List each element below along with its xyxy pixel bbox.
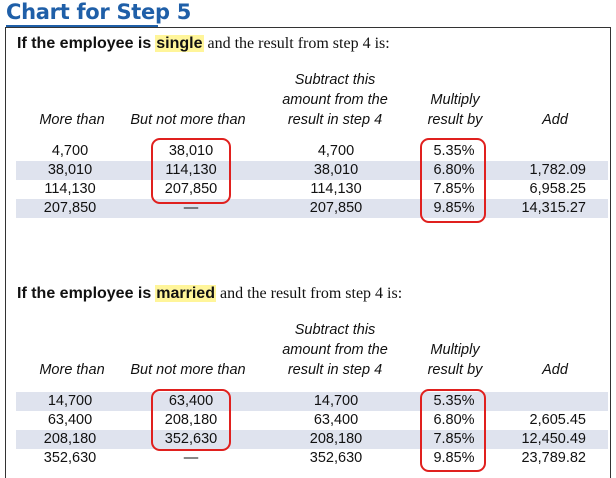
cell-subtract: 63,400 bbox=[313, 412, 359, 428]
cell-but-not-more-than: 352,630 bbox=[164, 431, 218, 447]
chart-title: Chart for Step 5 bbox=[6, 0, 192, 24]
cell-multiply: 5.35% bbox=[433, 143, 475, 159]
married-rate-circle bbox=[420, 389, 486, 472]
cell-multiply: 7.85% bbox=[433, 431, 475, 447]
header-multiply-line2: result by bbox=[427, 362, 483, 378]
cell-more-than: 208,180 bbox=[43, 431, 97, 447]
header-more-than: More than bbox=[39, 362, 105, 378]
cell-multiply: 9.85% bbox=[433, 200, 475, 216]
cell-but-not-more-than: 208,180 bbox=[164, 412, 218, 428]
cell-multiply: 5.35% bbox=[433, 393, 475, 409]
cell-add: 6,958.25 bbox=[529, 181, 586, 197]
header-subtract-line3: result in step 4 bbox=[287, 112, 383, 128]
header-subtract-line3: result in step 4 bbox=[287, 362, 383, 378]
header-but-not-more-than: But not more than bbox=[130, 112, 246, 128]
cell-add: 2,605.45 bbox=[529, 412, 586, 428]
cell-more-than: 114,130 bbox=[44, 181, 96, 197]
cell-more-than: 207,850 bbox=[43, 200, 97, 216]
cell-subtract: 38,010 bbox=[313, 162, 359, 178]
header-subtract-line2: amount from the bbox=[282, 92, 388, 108]
cell-add: 14,315.27 bbox=[521, 200, 586, 216]
cell-multiply: 6.80% bbox=[433, 412, 475, 428]
header-multiply-line1: Multiply bbox=[430, 342, 480, 358]
header-more-than: More than bbox=[39, 112, 105, 128]
cell-subtract: 114,130 bbox=[310, 181, 362, 197]
header-multiply-line1: Multiply bbox=[430, 92, 480, 108]
married-intro-suffix: and the result from step 4 is: bbox=[219, 285, 403, 302]
header-multiply bbox=[415, 340, 495, 380]
cell-more-than: 352,630 bbox=[43, 450, 97, 466]
single-intro bbox=[17, 35, 390, 53]
header-subtract bbox=[270, 320, 400, 380]
cell-add: 23,789.82 bbox=[521, 450, 586, 466]
cell-subtract: 14,700 bbox=[313, 393, 359, 409]
cell-multiply: 7.85% bbox=[433, 181, 475, 197]
single-status: single bbox=[156, 35, 203, 52]
cell-subtract: 352,630 bbox=[309, 450, 363, 466]
cell-subtract: 208,180 bbox=[309, 431, 363, 447]
cell-but-not-more-than: 114,130 bbox=[165, 162, 217, 178]
married-status: married bbox=[156, 285, 215, 302]
cell-subtract: 207,850 bbox=[309, 200, 363, 216]
cell-multiply: 6.80% bbox=[433, 162, 475, 178]
single-intro-suffix: and the result from step 4 is: bbox=[207, 35, 390, 52]
header-add: Add bbox=[542, 112, 568, 128]
cell-more-than: 4,700 bbox=[51, 143, 89, 159]
header-subtract-line2: amount from the bbox=[282, 342, 388, 358]
header-subtract bbox=[270, 70, 400, 130]
single-bracket-circle bbox=[151, 138, 231, 204]
cell-but-not-more-than: 38,010 bbox=[168, 143, 214, 159]
single-rate-circle bbox=[420, 138, 486, 223]
cell-add: 1,782.09 bbox=[529, 162, 586, 178]
cell-add bbox=[488, 142, 586, 161]
header-subtract-line1: Subtract this bbox=[294, 322, 376, 338]
cell-more-than: 38,010 bbox=[47, 162, 93, 178]
married-intro bbox=[17, 285, 402, 303]
cell-but-not-more-than: 63,400 bbox=[168, 393, 214, 409]
header-multiply-line2: result by bbox=[427, 112, 483, 128]
header-subtract-line1: Subtract this bbox=[294, 72, 376, 88]
cell-add: 12,450.49 bbox=[521, 431, 586, 447]
single-intro-prefix: If the employee is bbox=[17, 35, 152, 52]
cell-but-not-more-than: — bbox=[183, 200, 199, 216]
cell-but-not-more-than: 207,850 bbox=[164, 181, 218, 197]
cell-multiply: 9.85% bbox=[433, 450, 475, 466]
header-multiply bbox=[415, 90, 495, 130]
cell-more-than: 63,400 bbox=[47, 412, 93, 428]
header-but-not-more-than: But not more than bbox=[130, 362, 246, 378]
cell-more-than: 14,700 bbox=[47, 393, 93, 409]
cell-add bbox=[488, 392, 586, 411]
cell-but-not-more-than: — bbox=[183, 450, 199, 466]
married-bracket-circle bbox=[151, 389, 231, 451]
header-add: Add bbox=[542, 362, 568, 378]
cell-subtract: 4,700 bbox=[317, 143, 355, 159]
married-intro-prefix: If the employee is bbox=[17, 285, 152, 302]
